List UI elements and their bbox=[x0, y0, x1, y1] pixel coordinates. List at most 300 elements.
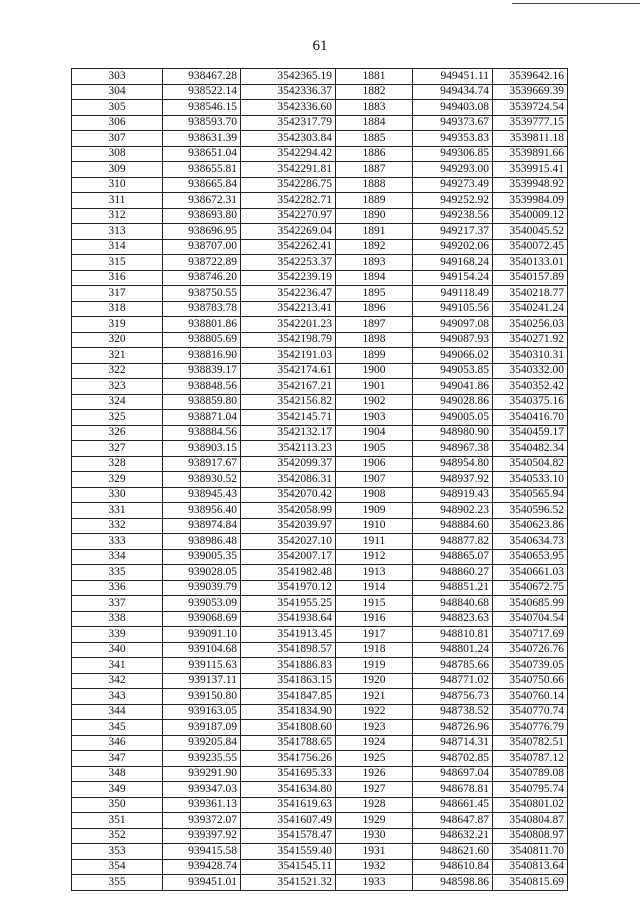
y-right-cell: 3539669.39 bbox=[493, 84, 568, 100]
table-row bbox=[72, 627, 568, 643]
table-row bbox=[72, 844, 568, 860]
y-right-cell: 3540808.97 bbox=[493, 828, 568, 844]
y-right-cell: 3540726.76 bbox=[493, 642, 568, 658]
table-row bbox=[72, 270, 568, 286]
y-left-cell: 3542270.97 bbox=[241, 208, 336, 224]
y-right-cell: 3540813.64 bbox=[493, 859, 568, 875]
y-left-cell: 3542282.71 bbox=[241, 193, 336, 209]
table-row bbox=[72, 379, 568, 395]
table-row bbox=[72, 146, 568, 162]
x-left-cell: 938522.14 bbox=[163, 84, 241, 100]
y-left-cell: 3542086.31 bbox=[241, 472, 336, 488]
y-right-cell: 3539948.92 bbox=[493, 177, 568, 193]
point-id-left-cell: 328 bbox=[72, 456, 163, 472]
table-row bbox=[72, 332, 568, 348]
point-id-left-cell: 313 bbox=[72, 224, 163, 240]
y-left-cell: 3542365.19 bbox=[241, 69, 336, 85]
point-id-right-cell: 1919 bbox=[336, 658, 413, 674]
y-left-cell: 3541898.57 bbox=[241, 642, 336, 658]
point-id-left-cell: 335 bbox=[72, 565, 163, 581]
x-right-cell: 948902.23 bbox=[413, 503, 493, 519]
table-row bbox=[72, 704, 568, 720]
table-row bbox=[72, 441, 568, 457]
x-left-cell: 939361.13 bbox=[163, 797, 241, 813]
point-id-left-cell: 310 bbox=[72, 177, 163, 193]
table-row bbox=[72, 425, 568, 441]
y-left-cell: 3541695.33 bbox=[241, 766, 336, 782]
point-id-left-cell: 319 bbox=[72, 317, 163, 333]
x-left-cell: 938974.84 bbox=[163, 518, 241, 534]
point-id-right-cell: 1925 bbox=[336, 751, 413, 767]
point-id-right-cell: 1889 bbox=[336, 193, 413, 209]
table-row bbox=[72, 69, 568, 85]
y-right-cell: 3540310.31 bbox=[493, 348, 568, 364]
y-right-cell: 3540760.14 bbox=[493, 689, 568, 705]
point-id-right-cell: 1933 bbox=[336, 875, 413, 891]
x-right-cell: 948697.04 bbox=[413, 766, 493, 782]
coordinates-table-body bbox=[72, 69, 568, 891]
x-left-cell: 938816.90 bbox=[163, 348, 241, 364]
x-left-cell: 938930.52 bbox=[163, 472, 241, 488]
point-id-left-cell: 336 bbox=[72, 580, 163, 596]
table-row bbox=[72, 224, 568, 240]
x-right-cell: 948610.84 bbox=[413, 859, 493, 875]
y-left-cell: 3541913.45 bbox=[241, 627, 336, 643]
x-left-cell: 938693.80 bbox=[163, 208, 241, 224]
y-left-cell: 3542174.61 bbox=[241, 363, 336, 379]
point-id-left-cell: 330 bbox=[72, 487, 163, 503]
x-right-cell: 948860.27 bbox=[413, 565, 493, 581]
point-id-right-cell: 1893 bbox=[336, 255, 413, 271]
x-right-cell: 948954.80 bbox=[413, 456, 493, 472]
point-id-right-cell: 1902 bbox=[336, 394, 413, 410]
x-left-cell: 939415.58 bbox=[163, 844, 241, 860]
y-left-cell: 3541545.11 bbox=[241, 859, 336, 875]
y-right-cell: 3540565.94 bbox=[493, 487, 568, 503]
point-id-left-cell: 311 bbox=[72, 193, 163, 209]
y-left-cell: 3542291.81 bbox=[241, 162, 336, 178]
y-left-cell: 3542198.79 bbox=[241, 332, 336, 348]
point-id-right-cell: 1906 bbox=[336, 456, 413, 472]
x-left-cell: 938805.69 bbox=[163, 332, 241, 348]
y-right-cell: 3540045.52 bbox=[493, 224, 568, 240]
y-left-cell: 3542167.21 bbox=[241, 379, 336, 395]
point-id-right-cell: 1907 bbox=[336, 472, 413, 488]
y-left-cell: 3541521.32 bbox=[241, 875, 336, 891]
table-row bbox=[72, 410, 568, 426]
point-id-right-cell: 1909 bbox=[336, 503, 413, 519]
table-row bbox=[72, 503, 568, 519]
point-id-right-cell: 1888 bbox=[336, 177, 413, 193]
x-left-cell: 939150.80 bbox=[163, 689, 241, 705]
x-right-cell: 949306.85 bbox=[413, 146, 493, 162]
y-left-cell: 3542201.23 bbox=[241, 317, 336, 333]
point-id-left-cell: 342 bbox=[72, 673, 163, 689]
point-id-left-cell: 341 bbox=[72, 658, 163, 674]
x-right-cell: 949273.49 bbox=[413, 177, 493, 193]
y-left-cell: 3542269.04 bbox=[241, 224, 336, 240]
x-right-cell: 949005.05 bbox=[413, 410, 493, 426]
x-left-cell: 938884.56 bbox=[163, 425, 241, 441]
point-id-left-cell: 318 bbox=[72, 301, 163, 317]
table-row bbox=[72, 813, 568, 829]
point-id-left-cell: 332 bbox=[72, 518, 163, 534]
y-left-cell: 3542303.84 bbox=[241, 131, 336, 147]
y-right-cell: 3539777.15 bbox=[493, 115, 568, 131]
y-right-cell: 3540815.69 bbox=[493, 875, 568, 891]
y-left-cell: 3542213.41 bbox=[241, 301, 336, 317]
point-id-left-cell: 340 bbox=[72, 642, 163, 658]
table-row bbox=[72, 875, 568, 891]
table-row bbox=[72, 131, 568, 147]
x-left-cell: 938631.39 bbox=[163, 131, 241, 147]
x-right-cell: 949403.08 bbox=[413, 100, 493, 116]
y-right-cell: 3539891.66 bbox=[493, 146, 568, 162]
y-left-cell: 3541863.15 bbox=[241, 673, 336, 689]
table-row bbox=[72, 255, 568, 271]
point-id-right-cell: 1932 bbox=[336, 859, 413, 875]
x-right-cell: 949041.86 bbox=[413, 379, 493, 395]
table-row bbox=[72, 115, 568, 131]
x-left-cell: 938750.55 bbox=[163, 286, 241, 302]
table-row bbox=[72, 642, 568, 658]
y-right-cell: 3540795.74 bbox=[493, 782, 568, 798]
point-id-right-cell: 1896 bbox=[336, 301, 413, 317]
x-left-cell: 938903.15 bbox=[163, 441, 241, 457]
point-id-right-cell: 1905 bbox=[336, 441, 413, 457]
x-left-cell: 938986.48 bbox=[163, 534, 241, 550]
x-left-cell: 939397.92 bbox=[163, 828, 241, 844]
y-left-cell: 3542336.60 bbox=[241, 100, 336, 116]
x-left-cell: 939235.55 bbox=[163, 751, 241, 767]
x-right-cell: 949028.86 bbox=[413, 394, 493, 410]
x-left-cell: 938672.31 bbox=[163, 193, 241, 209]
x-right-cell: 949238.56 bbox=[413, 208, 493, 224]
x-left-cell: 939137.11 bbox=[163, 673, 241, 689]
point-id-right-cell: 1924 bbox=[336, 735, 413, 751]
point-id-right-cell: 1890 bbox=[336, 208, 413, 224]
y-right-cell: 3540685.99 bbox=[493, 596, 568, 612]
point-id-left-cell: 309 bbox=[72, 162, 163, 178]
table-row bbox=[72, 766, 568, 782]
x-left-cell: 939039.79 bbox=[163, 580, 241, 596]
y-left-cell: 3541578.47 bbox=[241, 828, 336, 844]
table-row bbox=[72, 751, 568, 767]
x-right-cell: 948726.96 bbox=[413, 720, 493, 736]
point-id-left-cell: 321 bbox=[72, 348, 163, 364]
x-left-cell: 938871.04 bbox=[163, 410, 241, 426]
point-id-right-cell: 1921 bbox=[336, 689, 413, 705]
point-id-left-cell: 314 bbox=[72, 239, 163, 255]
x-left-cell: 938665.84 bbox=[163, 177, 241, 193]
table-row bbox=[72, 100, 568, 116]
y-right-cell: 3540533.10 bbox=[493, 472, 568, 488]
point-id-right-cell: 1891 bbox=[336, 224, 413, 240]
x-right-cell: 948877.82 bbox=[413, 534, 493, 550]
x-left-cell: 939104.68 bbox=[163, 642, 241, 658]
point-id-left-cell: 315 bbox=[72, 255, 163, 271]
y-right-cell: 3540241.24 bbox=[493, 301, 568, 317]
x-left-cell: 939205.84 bbox=[163, 735, 241, 751]
point-id-left-cell: 304 bbox=[72, 84, 163, 100]
y-left-cell: 3541886.83 bbox=[241, 658, 336, 674]
table-row bbox=[72, 673, 568, 689]
table-row bbox=[72, 689, 568, 705]
x-left-cell: 938783.78 bbox=[163, 301, 241, 317]
point-id-left-cell: 305 bbox=[72, 100, 163, 116]
x-left-cell: 939163.05 bbox=[163, 704, 241, 720]
x-left-cell: 938546.15 bbox=[163, 100, 241, 116]
point-id-left-cell: 344 bbox=[72, 704, 163, 720]
table-row bbox=[72, 487, 568, 503]
point-id-left-cell: 312 bbox=[72, 208, 163, 224]
point-id-left-cell: 338 bbox=[72, 611, 163, 627]
y-left-cell: 3542070.42 bbox=[241, 487, 336, 503]
point-id-right-cell: 1892 bbox=[336, 239, 413, 255]
x-right-cell: 948851.21 bbox=[413, 580, 493, 596]
y-right-cell: 3540157.89 bbox=[493, 270, 568, 286]
x-left-cell: 939451.01 bbox=[163, 875, 241, 891]
y-right-cell: 3540375.16 bbox=[493, 394, 568, 410]
table-row bbox=[72, 208, 568, 224]
point-id-right-cell: 1931 bbox=[336, 844, 413, 860]
point-id-right-cell: 1920 bbox=[336, 673, 413, 689]
y-left-cell: 3541808.60 bbox=[241, 720, 336, 736]
x-right-cell: 948785.66 bbox=[413, 658, 493, 674]
y-left-cell: 3541982.48 bbox=[241, 565, 336, 581]
y-right-cell: 3539811.18 bbox=[493, 131, 568, 147]
y-left-cell: 3542099.37 bbox=[241, 456, 336, 472]
header-rule bbox=[512, 3, 640, 4]
x-left-cell: 939091.10 bbox=[163, 627, 241, 643]
point-id-left-cell: 322 bbox=[72, 363, 163, 379]
x-right-cell: 948980.90 bbox=[413, 425, 493, 441]
table-row bbox=[72, 84, 568, 100]
x-right-cell: 949202.06 bbox=[413, 239, 493, 255]
point-id-right-cell: 1883 bbox=[336, 100, 413, 116]
y-right-cell: 3539642.16 bbox=[493, 69, 568, 85]
table-row bbox=[72, 797, 568, 813]
point-id-left-cell: 343 bbox=[72, 689, 163, 705]
point-id-right-cell: 1900 bbox=[336, 363, 413, 379]
x-right-cell: 948810.81 bbox=[413, 627, 493, 643]
x-right-cell: 949105.56 bbox=[413, 301, 493, 317]
x-left-cell: 939115.63 bbox=[163, 658, 241, 674]
point-id-right-cell: 1926 bbox=[336, 766, 413, 782]
point-id-right-cell: 1882 bbox=[336, 84, 413, 100]
table-row bbox=[72, 239, 568, 255]
point-id-right-cell: 1916 bbox=[336, 611, 413, 627]
y-left-cell: 3541847.85 bbox=[241, 689, 336, 705]
point-id-left-cell: 345 bbox=[72, 720, 163, 736]
table-row bbox=[72, 301, 568, 317]
page-number: 61 bbox=[312, 38, 328, 54]
point-id-left-cell: 355 bbox=[72, 875, 163, 891]
y-right-cell: 3540776.79 bbox=[493, 720, 568, 736]
x-left-cell: 938722.89 bbox=[163, 255, 241, 271]
y-right-cell: 3540634.73 bbox=[493, 534, 568, 550]
y-left-cell: 3541607.49 bbox=[241, 813, 336, 829]
x-right-cell: 948884.60 bbox=[413, 518, 493, 534]
x-right-cell: 949097.08 bbox=[413, 317, 493, 333]
table-row bbox=[72, 596, 568, 612]
point-id-right-cell: 1913 bbox=[336, 565, 413, 581]
x-left-cell: 939005.35 bbox=[163, 549, 241, 565]
x-right-cell: 949168.24 bbox=[413, 255, 493, 271]
x-right-cell: 948919.43 bbox=[413, 487, 493, 503]
x-right-cell: 949252.92 bbox=[413, 193, 493, 209]
x-left-cell: 938801.86 bbox=[163, 317, 241, 333]
point-id-left-cell: 323 bbox=[72, 379, 163, 395]
x-right-cell: 948865.07 bbox=[413, 549, 493, 565]
x-right-cell: 949293.00 bbox=[413, 162, 493, 178]
x-left-cell: 938651.04 bbox=[163, 146, 241, 162]
y-left-cell: 3542236.47 bbox=[241, 286, 336, 302]
point-id-left-cell: 303 bbox=[72, 69, 163, 85]
point-id-left-cell: 307 bbox=[72, 131, 163, 147]
x-right-cell: 948756.73 bbox=[413, 689, 493, 705]
y-right-cell: 3540133.01 bbox=[493, 255, 568, 271]
y-left-cell: 3541938.64 bbox=[241, 611, 336, 627]
point-id-right-cell: 1904 bbox=[336, 425, 413, 441]
x-left-cell: 939428.74 bbox=[163, 859, 241, 875]
point-id-left-cell: 334 bbox=[72, 549, 163, 565]
table-row bbox=[72, 472, 568, 488]
point-id-left-cell: 350 bbox=[72, 797, 163, 813]
point-id-right-cell: 1914 bbox=[336, 580, 413, 596]
y-right-cell: 3540596.52 bbox=[493, 503, 568, 519]
x-right-cell: 948647.87 bbox=[413, 813, 493, 829]
x-right-cell: 949353.83 bbox=[413, 131, 493, 147]
x-left-cell: 938746.20 bbox=[163, 270, 241, 286]
point-id-right-cell: 1911 bbox=[336, 534, 413, 550]
table-row bbox=[72, 162, 568, 178]
point-id-right-cell: 1903 bbox=[336, 410, 413, 426]
y-right-cell: 3540256.03 bbox=[493, 317, 568, 333]
point-id-left-cell: 349 bbox=[72, 782, 163, 798]
y-right-cell: 3540623.86 bbox=[493, 518, 568, 534]
point-id-right-cell: 1885 bbox=[336, 131, 413, 147]
point-id-left-cell: 326 bbox=[72, 425, 163, 441]
point-id-right-cell: 1898 bbox=[336, 332, 413, 348]
point-id-left-cell: 353 bbox=[72, 844, 163, 860]
y-right-cell: 3540482.34 bbox=[493, 441, 568, 457]
point-id-left-cell: 346 bbox=[72, 735, 163, 751]
x-left-cell: 938593.70 bbox=[163, 115, 241, 131]
x-right-cell: 949053.85 bbox=[413, 363, 493, 379]
y-right-cell: 3540672.75 bbox=[493, 580, 568, 596]
y-left-cell: 3542113.23 bbox=[241, 441, 336, 457]
y-right-cell: 3540218.77 bbox=[493, 286, 568, 302]
x-left-cell: 939372.07 bbox=[163, 813, 241, 829]
x-left-cell: 938956.40 bbox=[163, 503, 241, 519]
x-left-cell: 938859.80 bbox=[163, 394, 241, 410]
point-id-left-cell: 348 bbox=[72, 766, 163, 782]
x-right-cell: 948714.31 bbox=[413, 735, 493, 751]
x-left-cell: 938848.56 bbox=[163, 379, 241, 395]
y-right-cell: 3540661.03 bbox=[493, 565, 568, 581]
y-right-cell: 3540504.82 bbox=[493, 456, 568, 472]
table-row bbox=[72, 549, 568, 565]
y-left-cell: 3541834.90 bbox=[241, 704, 336, 720]
y-left-cell: 3542007.17 bbox=[241, 549, 336, 565]
table-row bbox=[72, 363, 568, 379]
x-right-cell: 948823.63 bbox=[413, 611, 493, 627]
y-right-cell: 3540271.92 bbox=[493, 332, 568, 348]
y-right-cell: 3540704.54 bbox=[493, 611, 568, 627]
point-id-right-cell: 1908 bbox=[336, 487, 413, 503]
point-id-right-cell: 1884 bbox=[336, 115, 413, 131]
y-left-cell: 3541619.63 bbox=[241, 797, 336, 813]
x-right-cell: 949154.24 bbox=[413, 270, 493, 286]
point-id-left-cell: 347 bbox=[72, 751, 163, 767]
x-right-cell: 949087.93 bbox=[413, 332, 493, 348]
point-id-left-cell: 308 bbox=[72, 146, 163, 162]
y-left-cell: 3542239.19 bbox=[241, 270, 336, 286]
table-row bbox=[72, 518, 568, 534]
y-left-cell: 3542253.37 bbox=[241, 255, 336, 271]
table-row bbox=[72, 611, 568, 627]
x-left-cell: 939291.90 bbox=[163, 766, 241, 782]
x-left-cell: 938839.17 bbox=[163, 363, 241, 379]
y-left-cell: 3542039.97 bbox=[241, 518, 336, 534]
y-right-cell: 3540653.95 bbox=[493, 549, 568, 565]
point-id-left-cell: 333 bbox=[72, 534, 163, 550]
table-row bbox=[72, 193, 568, 209]
y-left-cell: 3542336.37 bbox=[241, 84, 336, 100]
y-right-cell: 3540009.12 bbox=[493, 208, 568, 224]
coordinates-table bbox=[71, 68, 568, 891]
table-row bbox=[72, 534, 568, 550]
x-left-cell: 938917.67 bbox=[163, 456, 241, 472]
table-row bbox=[72, 720, 568, 736]
y-left-cell: 3542294.42 bbox=[241, 146, 336, 162]
x-right-cell: 948621.60 bbox=[413, 844, 493, 860]
y-left-cell: 3542191.03 bbox=[241, 348, 336, 364]
y-right-cell: 3540416.70 bbox=[493, 410, 568, 426]
y-left-cell: 3541788.65 bbox=[241, 735, 336, 751]
x-left-cell: 939028.05 bbox=[163, 565, 241, 581]
y-left-cell: 3542027.10 bbox=[241, 534, 336, 550]
x-right-cell: 948738.52 bbox=[413, 704, 493, 720]
x-right-cell: 948702.85 bbox=[413, 751, 493, 767]
x-left-cell: 938696.95 bbox=[163, 224, 241, 240]
point-id-right-cell: 1917 bbox=[336, 627, 413, 643]
table-row bbox=[72, 177, 568, 193]
y-right-cell: 3540770.74 bbox=[493, 704, 568, 720]
point-id-right-cell: 1929 bbox=[336, 813, 413, 829]
y-right-cell: 3539724.54 bbox=[493, 100, 568, 116]
y-right-cell: 3540811.70 bbox=[493, 844, 568, 860]
y-right-cell: 3540750.66 bbox=[493, 673, 568, 689]
point-id-left-cell: 325 bbox=[72, 410, 163, 426]
x-right-cell: 949373.67 bbox=[413, 115, 493, 131]
point-id-left-cell: 329 bbox=[72, 472, 163, 488]
point-id-right-cell: 1927 bbox=[336, 782, 413, 798]
y-left-cell: 3541970.12 bbox=[241, 580, 336, 596]
x-right-cell: 948937.92 bbox=[413, 472, 493, 488]
y-left-cell: 3541634.80 bbox=[241, 782, 336, 798]
table-row bbox=[72, 782, 568, 798]
table-row bbox=[72, 565, 568, 581]
point-id-left-cell: 354 bbox=[72, 859, 163, 875]
y-left-cell: 3542145.71 bbox=[241, 410, 336, 426]
point-id-left-cell: 331 bbox=[72, 503, 163, 519]
x-right-cell: 948967.38 bbox=[413, 441, 493, 457]
table-row bbox=[72, 394, 568, 410]
point-id-right-cell: 1912 bbox=[336, 549, 413, 565]
x-left-cell: 939187.09 bbox=[163, 720, 241, 736]
